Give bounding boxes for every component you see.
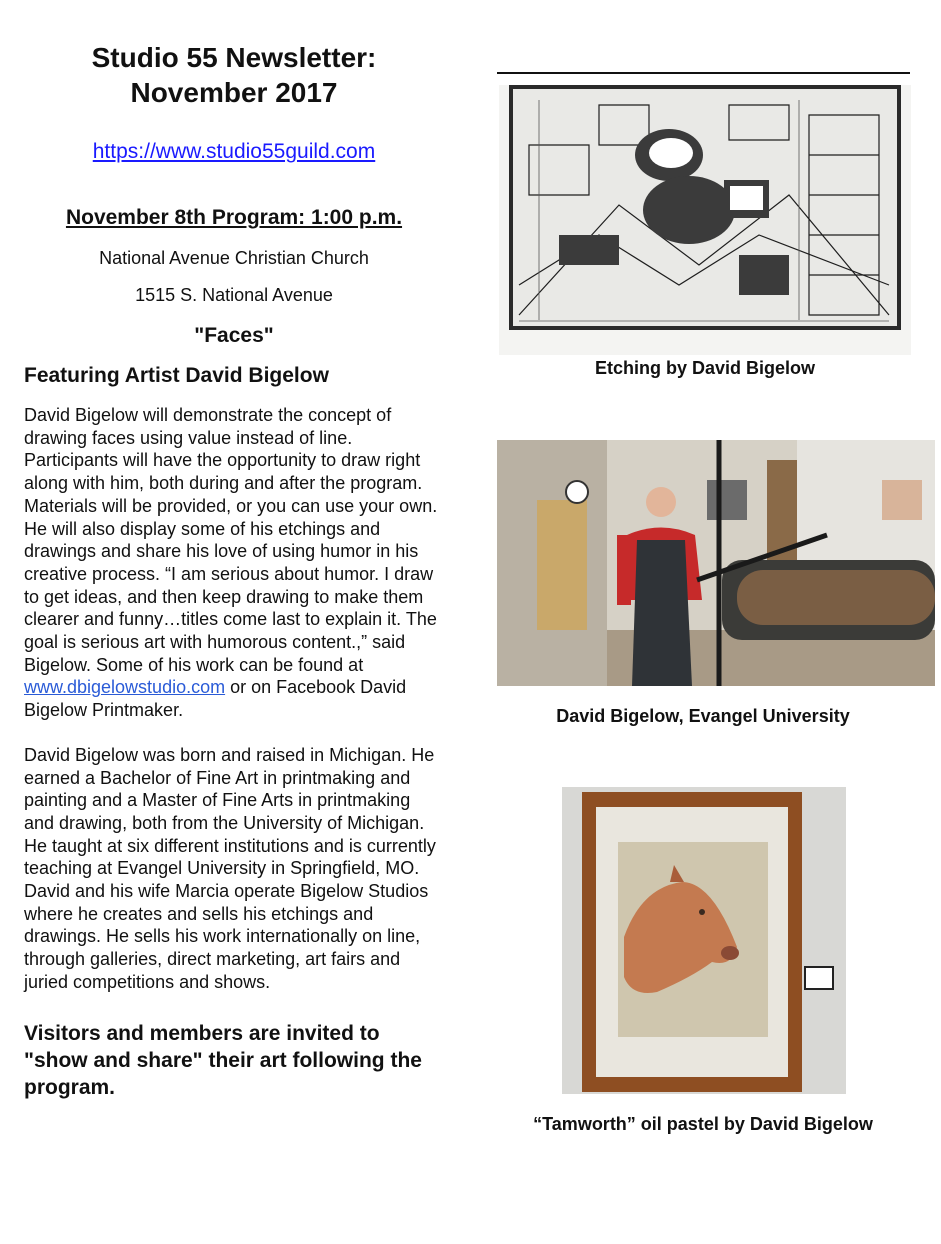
pastel-image (562, 787, 846, 1094)
etching-caption: Etching by David Bigelow (594, 358, 816, 378)
pastel-illustration (562, 787, 846, 1094)
left-column (24, 40, 444, 1101)
etching-image (499, 85, 911, 355)
description-text: David Bigelow will demonstrate the concept of drawing faces using value instead of line. Participants will have the opportunity to draw right along with him, both during and after the program. Materials will be provided, or you can use your own. He will also display some of his etchings and drawings and share his love of using humor in his creative process. “I am serious about humor. I draw to get ideas, and then keep drawing to make them clearer and funny…titles come last to explain it. The goal is serious art with humorous content.,” said Bigelow. Some of his work can be found at (24, 405, 438, 675)
artist-website-link[interactable]: www.dbigelowstudio.com (24, 677, 226, 698)
program-description (24, 404, 444, 722)
pastel-caption: “Tamworth” oil pastel by David Bigelow (533, 1114, 873, 1134)
website-link[interactable]: https://www.studio55guild.com (92, 140, 376, 163)
artist-biography: David Bigelow was born and raised in Michigan. He earned a Bachelor of Fine Art in printmaking and painting and a Master of Fine Arts in printmaking and drawing, both from the University of Michigan. He taught at six different institutions and is currently teaching at Evangel University in Springfield, MO. David and his wife Marcia operate Bigelow Studios where he creates and sells his etchings and drawings. He sells his work internationally on line, through galleries, direct marketing, art fairs and juried competitions and shows. (24, 744, 436, 992)
artist-photo-illustration (497, 440, 935, 686)
show-and-share-invite: Visitors and members are invited to "show and share" their art following the program. (24, 1021, 422, 1099)
etching-illustration (499, 85, 911, 355)
photo-caption: David Bigelow, Evangel University (556, 706, 850, 726)
featured-artist-heading: Featuring Artist David Bigelow (24, 364, 329, 387)
title-line-1: Studio 55 Newsletter: (91, 42, 377, 73)
title-line-2: November 2017 (130, 77, 338, 108)
venue-name: National Avenue Christian Church (99, 248, 369, 268)
program-topic: "Faces" (194, 324, 274, 347)
program-heading: November 8th Program: 1:00 p.m. (65, 206, 403, 229)
artist-photo (497, 440, 935, 686)
venue-address: 1515 S. National Avenue (135, 285, 333, 305)
newsletter-title (24, 40, 444, 110)
description-tail: or on Facebook David Bigelow Printmaker. (24, 677, 407, 721)
top-rule (497, 72, 910, 74)
